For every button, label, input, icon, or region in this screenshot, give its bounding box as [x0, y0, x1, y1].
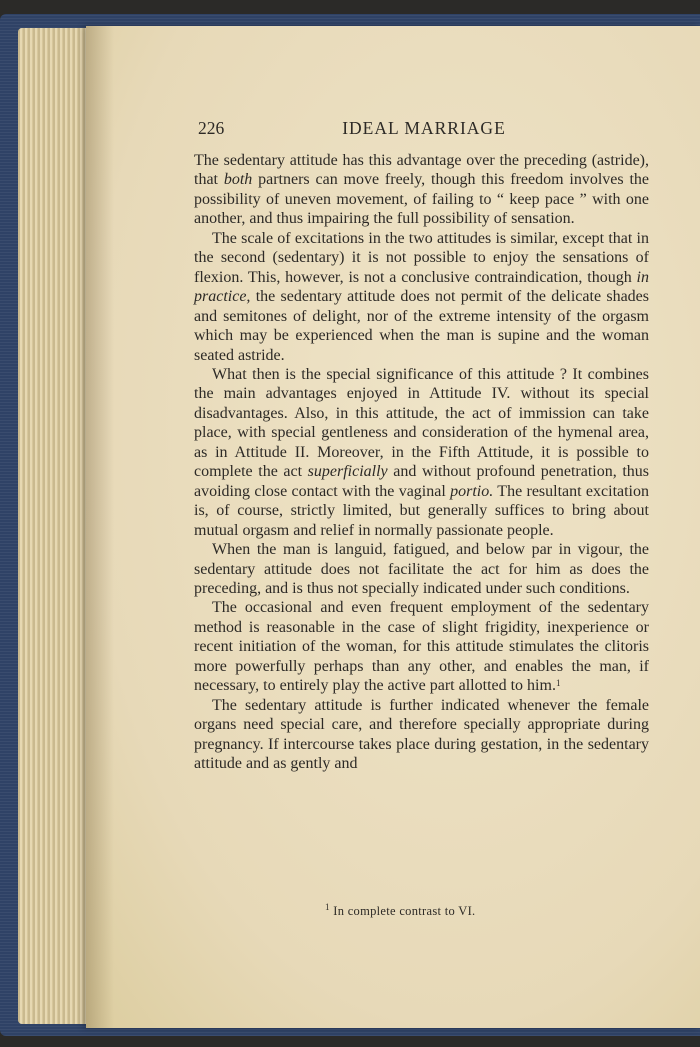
text-run: and without profound penetration, thus avoiding close contact with the vaginal	[194, 463, 649, 500]
footnote-text: In complete contrast to VI.	[333, 904, 476, 918]
footnote-ref: 1	[555, 678, 561, 689]
text-run: What then is the special significance of this attitude ? It combines the main advantages enjoyed in Attitude IV. without its special disadvantages. Also, in this attitude, the act of immission can take place, with special gentleness and consideration of the hymenal area, as in Attitude II. Moreover, in the Fifth Attitude, it is possible to complete the act	[194, 365, 649, 481]
text-run: the sedentary attitude does not permit of the delicate shades and semitones of delight, nor of the extreme intensity of the orgasm which may be experienced when the man is supine and the woman seated astride.	[194, 288, 649, 364]
paragraph	[194, 151, 649, 229]
paragraph	[194, 696, 649, 774]
text-run: The scale of excitations in the two attitudes is similar, except that in the second (sedentary) it is not possible to enjoy the sensations of flexion. This, however, is not a conclusive contraindication, though	[194, 229, 649, 286]
paragraph	[194, 365, 649, 540]
paragraph	[194, 598, 649, 695]
footnote	[325, 904, 475, 919]
italic-text: portio.	[450, 482, 494, 500]
text-run: partners can move freely, though this freedom involves the possibility of uneven movement, of failing to “ keep pace ” with one another, and thus impairing the full possibility of sensation.	[194, 171, 649, 228]
text-run: The resultant excitation is, of course, strictly limited, but generally suffices to bring about mutual orgasm and relief in normally passionate people.	[194, 482, 649, 539]
body-text	[194, 151, 649, 774]
italic-text: in practice,	[194, 268, 649, 306]
footnote-marker: 1	[325, 902, 330, 912]
paragraph	[194, 540, 649, 598]
page-header	[198, 118, 650, 142]
text-run: The sedentary attitude has this advantage over the preceding (astride), that	[194, 152, 649, 189]
text-run: The occasional and even frequent employment of the sedentary method is reasonable in the case of slight frigidity, inexperience or recent initiation of the woman, for this attitude stimulates the clitoris more powerfully perhaps than any other, and enables the man, if necessary, to entirely play the active part allotted to him.	[194, 599, 649, 695]
text-run: When the man is languid, fatigued, and below par in vigour, the sedentary attitude does not facilitate the act for him as does the preceding, and is thus not specially indicated under such conditions.	[194, 541, 649, 597]
running-head: IDEAL MARRIAGE	[342, 118, 506, 138]
paragraph	[194, 229, 649, 365]
italic-text: superficially	[307, 463, 388, 481]
italic-text: both	[223, 171, 253, 189]
text-run: The sedentary attitude is further indicated whenever the female organs need special care, and therefore specially appropriate during pregnancy. If intercourse takes place during gestation, in the sedentary attitude and as gently and	[194, 696, 649, 773]
page-number: 226	[198, 118, 225, 138]
gutter-shadow	[86, 26, 114, 1028]
